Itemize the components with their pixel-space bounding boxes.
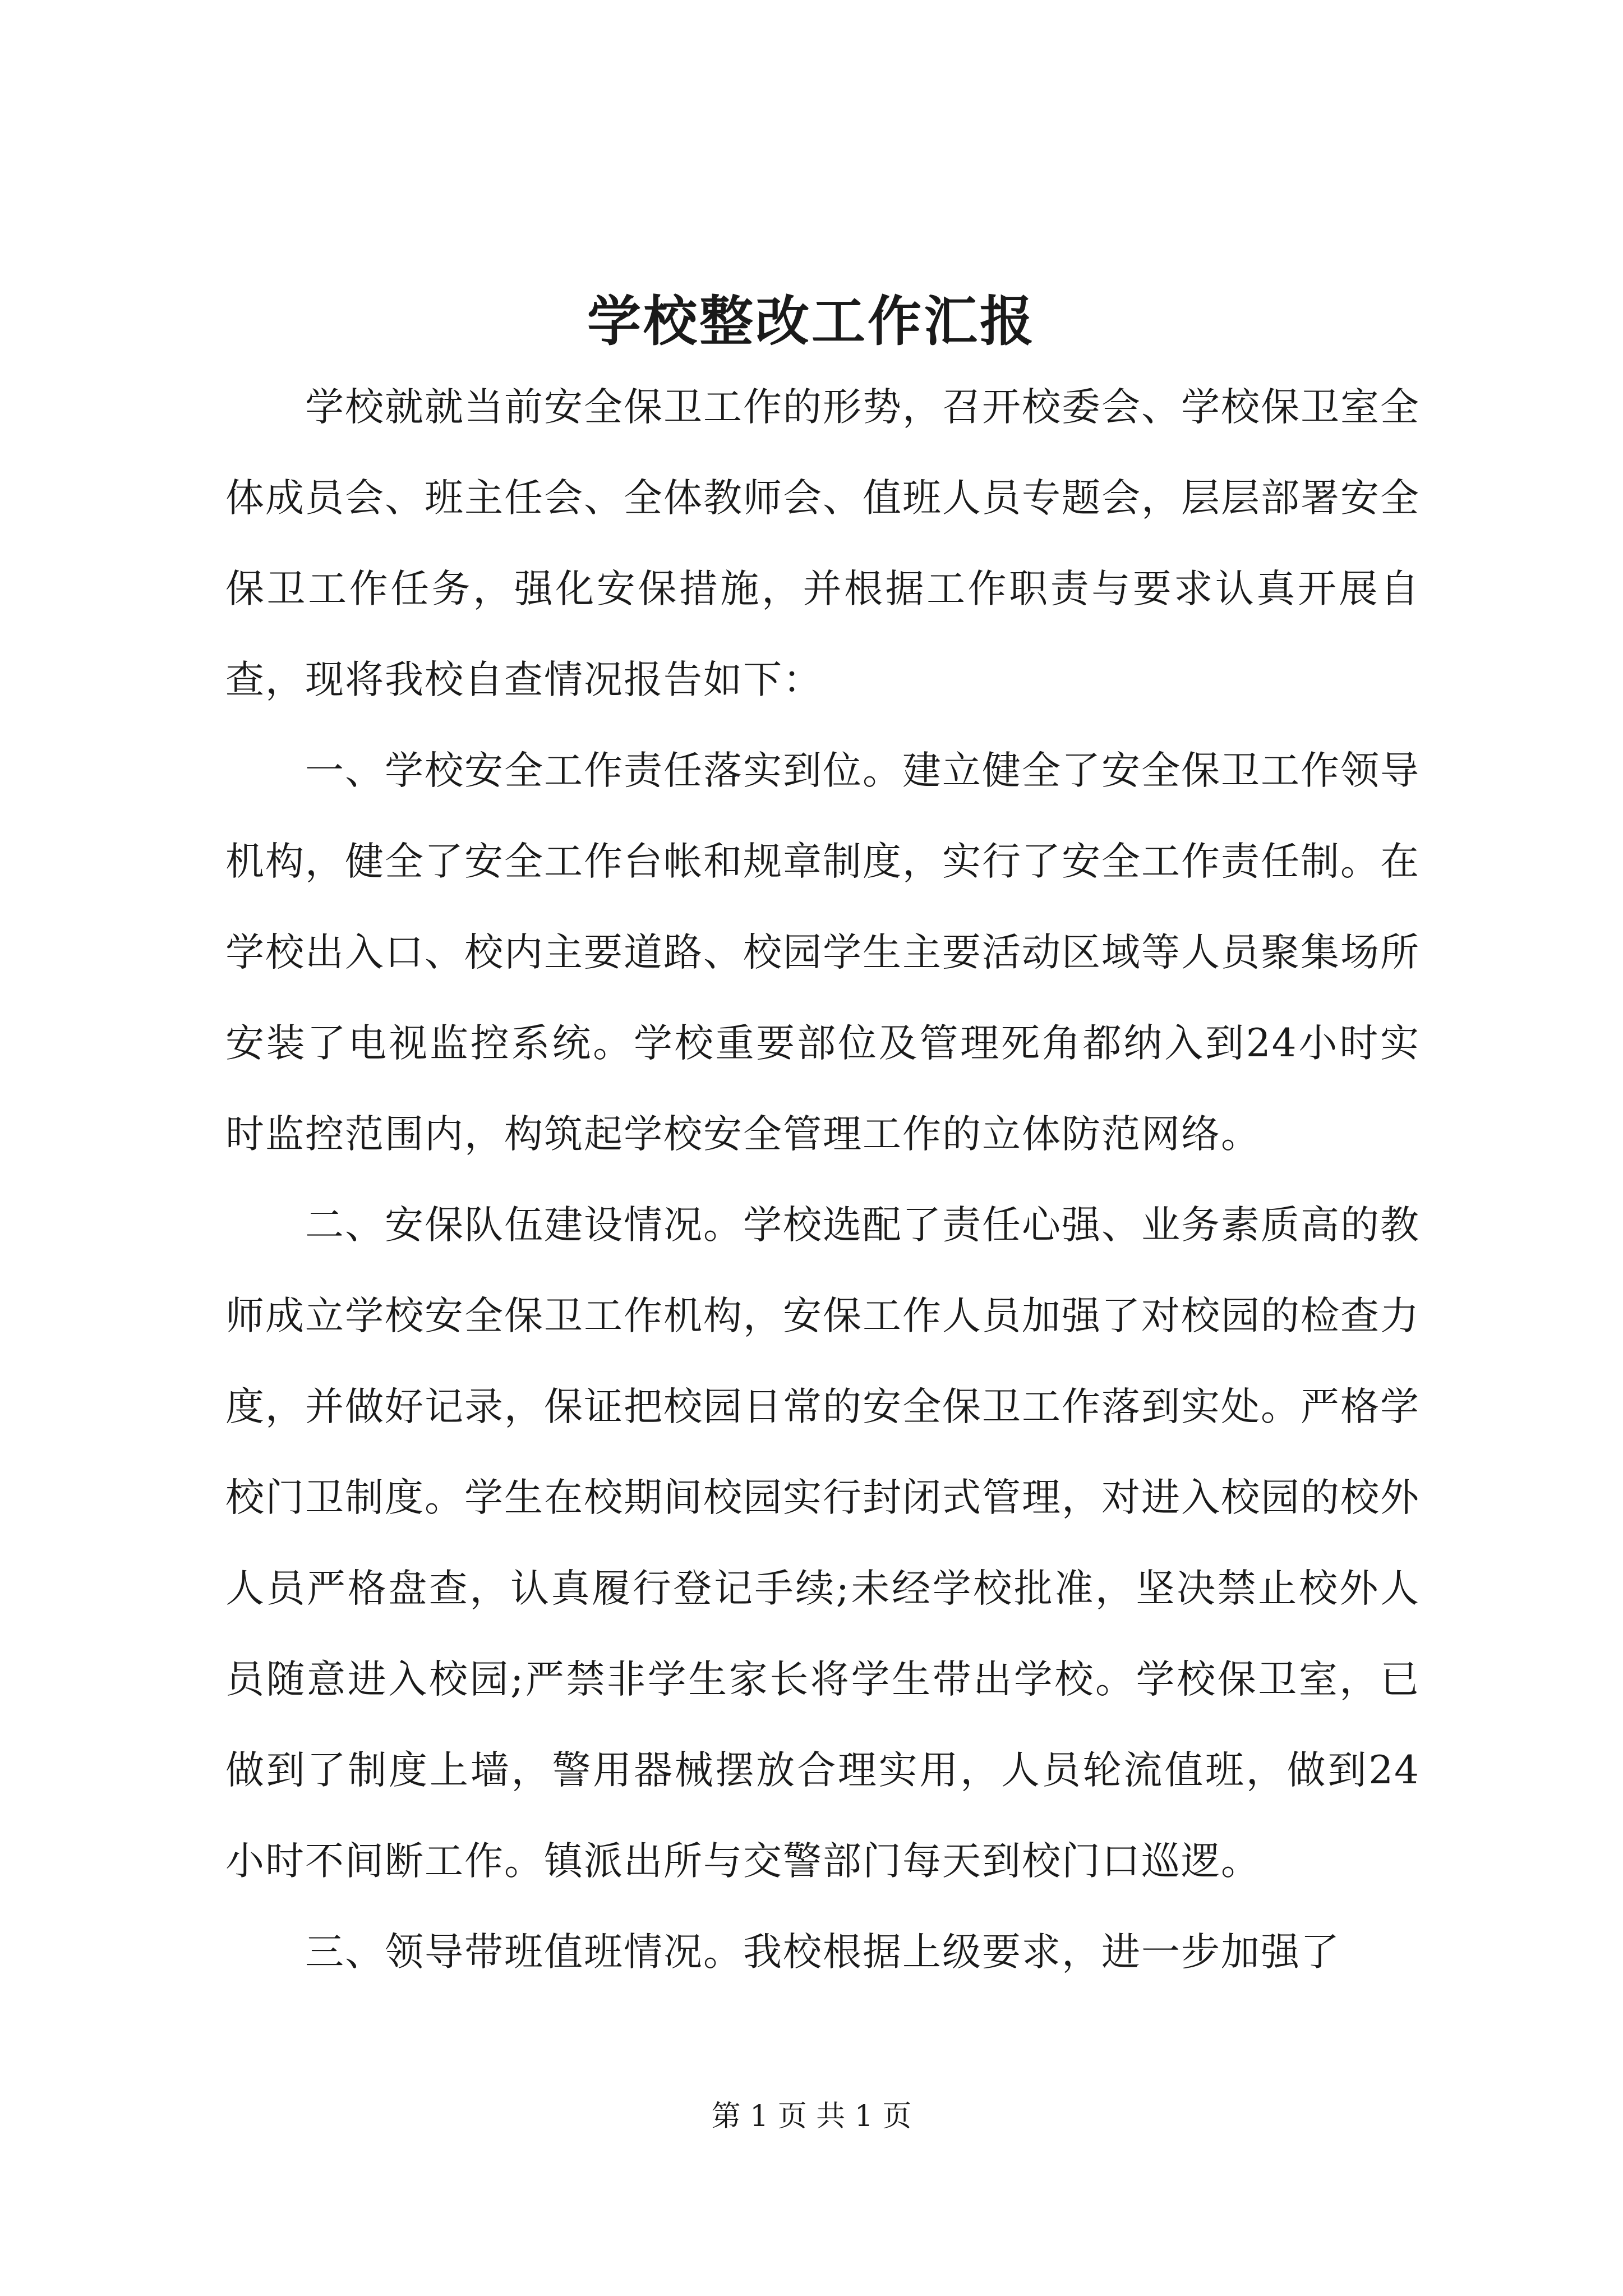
- document-body: [225, 362, 1420, 1998]
- paragraph-section-1: 一、学校安全工作责任落实到位。建立健全了安全保卫工作领导机构，健全了安全工作台帐和规章制度，实行了安全工作责任制。在学校出入口、校内主要道路、校园学生主要活动区域等人员聚集场所安装了电视监控系统。学校重要部位及管理死角都纳入到24小时实时监控范围内，构筑起学校安全管理工作的立体防范网络。: [225, 748, 1420, 1157]
- paragraph-section-2: 二、安保队伍建设情况。学校选配了责任心强、业务素质高的教师成立学校安全保卫工作机构，安保工作人员加强了对校园的检查力度，并做好记录，保证把校园日常的安全保卫工作落到实处。严格学校门卫制度。学生在校期间校园实行封闭式管理，对进入校园的校外人员严格盘查，认真履行登记手续;未经学校批准，坚决禁止校外人员随意进入校园;严禁非学生家长将学生带出学校。学校保卫室，已做到了制度上墙，警用器械摆放合理实用，人员轮流值班，做到24小时不间断工作。镇派出所与交警部门每天到校门口巡逻。: [225, 1203, 1420, 1884]
- page-footer: 第 1 页 共 1 页: [711, 2100, 912, 2133]
- paragraph-section-3: 三、领导带班值班情况。我校根据上级要求，进一步加强了: [305, 1930, 1340, 1975]
- paragraph-intro: 学校就就当前安全保卫工作的形势，召开校委会、学校保卫室全体成员会、班主任会、全体教师会、值班人员专题会，层层部署安全保卫工作任务，强化安保措施，并根据工作职责与要求认真开展自查，现将我校自查情况报告如下：: [225, 385, 1420, 702]
- document-title: 学校整改工作汇报: [587, 289, 1036, 353]
